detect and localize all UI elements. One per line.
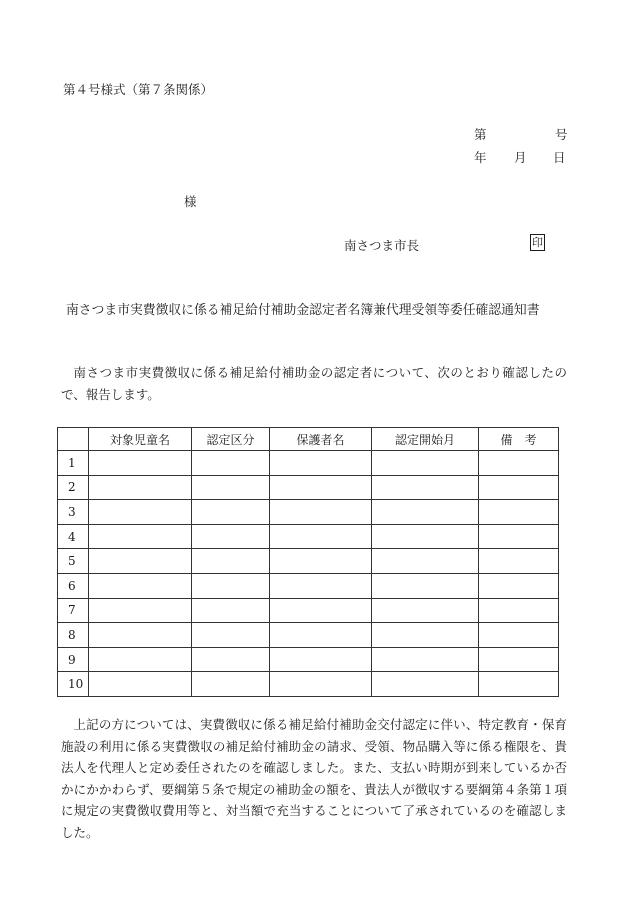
table-cell[interactable] <box>479 500 559 525</box>
table-cell[interactable] <box>479 524 559 549</box>
table-cell[interactable] <box>192 573 270 598</box>
recipient-table <box>57 427 559 697</box>
date-year-label: 年 <box>474 150 487 165</box>
table-cell[interactable] <box>270 500 372 525</box>
table-cell[interactable] <box>372 475 479 500</box>
table-cell[interactable] <box>192 475 270 500</box>
table-cell[interactable] <box>372 524 479 549</box>
table-row <box>58 573 559 598</box>
table-cell[interactable] <box>372 451 479 476</box>
table-cell[interactable] <box>89 573 192 598</box>
table-cell[interactable] <box>192 451 270 476</box>
table-row <box>58 475 559 500</box>
document-title: 南さつま市実費徴収に係る補足給付補助金認定者名簿兼代理受領等委任確認通知書 <box>66 303 540 318</box>
table-row <box>58 647 559 672</box>
table-cell[interactable] <box>192 672 270 697</box>
table-row <box>58 524 559 549</box>
table-cell[interactable] <box>270 647 372 672</box>
table-row <box>58 598 559 623</box>
table-cell[interactable] <box>270 598 372 623</box>
table-row <box>58 623 559 648</box>
document-number-suffix: 号 <box>555 127 568 142</box>
date-month-label: 月 <box>514 150 527 165</box>
table-cell[interactable] <box>89 451 192 476</box>
header-cell-category: 認定区分 <box>192 428 270 451</box>
row-number: 7 <box>58 598 89 623</box>
table-cell[interactable] <box>192 549 270 574</box>
row-number: 1 <box>58 451 89 476</box>
table-cell[interactable] <box>89 549 192 574</box>
table-cell[interactable] <box>270 475 372 500</box>
table-cell[interactable] <box>479 573 559 598</box>
row-number: 3 <box>58 500 89 525</box>
table-cell[interactable] <box>270 573 372 598</box>
table-cell[interactable] <box>479 451 559 476</box>
table-cell[interactable] <box>89 500 192 525</box>
table-cell[interactable] <box>192 500 270 525</box>
table-cell[interactable] <box>89 475 192 500</box>
table-cell[interactable] <box>479 598 559 623</box>
table-cell[interactable] <box>372 573 479 598</box>
table-row <box>58 549 559 574</box>
table-cell[interactable] <box>192 524 270 549</box>
row-number: 9 <box>58 647 89 672</box>
header-cell-remarks: 備 考 <box>479 428 559 451</box>
table-cell[interactable] <box>372 672 479 697</box>
header-cell-guardian-name: 保護者名 <box>270 428 372 451</box>
seal-mark: 印 <box>532 236 543 249</box>
table-cell[interactable] <box>270 549 372 574</box>
table-cell[interactable] <box>89 524 192 549</box>
table-cell[interactable] <box>192 598 270 623</box>
intro-paragraph: 南さつま市実費徴収に係る補足給付補助金の認定者について、次のとおり確認したので、報告します。 <box>61 365 567 402</box>
table-cell[interactable] <box>270 524 372 549</box>
table-cell[interactable] <box>479 549 559 574</box>
header-cell-start-month: 認定開始月 <box>372 428 479 451</box>
table-cell[interactable] <box>192 623 270 648</box>
row-number: 5 <box>58 549 89 574</box>
table-cell[interactable] <box>372 549 479 574</box>
table-cell[interactable] <box>89 598 192 623</box>
date-day-label: 日 <box>553 150 566 165</box>
issuer-name: 南さつま市長 <box>344 238 420 253</box>
document-number-label: 第 <box>474 127 487 142</box>
table-cell[interactable] <box>89 672 192 697</box>
table-cell[interactable] <box>89 647 192 672</box>
row-number: 4 <box>58 524 89 549</box>
table-row <box>58 451 559 476</box>
table-cell[interactable] <box>479 647 559 672</box>
form-number: 第４号様式（第７条関係） <box>63 82 214 97</box>
row-number: 10 <box>58 672 89 697</box>
table-cell[interactable] <box>479 623 559 648</box>
table-cell[interactable] <box>89 623 192 648</box>
row-number: 8 <box>58 623 89 648</box>
table-cell[interactable] <box>479 475 559 500</box>
table-cell[interactable] <box>192 647 270 672</box>
table-cell[interactable] <box>270 623 372 648</box>
table-cell[interactable] <box>372 623 479 648</box>
header-cell-index <box>58 428 89 451</box>
closing-paragraph: 上記の方については、実費徴収に係る補足給付補助金交付認定に伴い、特定教育・保育施設の利用に係る実費徴収の補足給付補助金の請求、受領、物品購入等に係る権限を、貴法人を代理人と定め委任されたのを確認しました。また、支払い時期が到来しているか否かにかかわらず、要綱第５条で規定の補助金の額を、貴法人が徴収する要綱第４条第１項に規定の実費徴収費用等と、対当額で充当することについて了承されているのを確認しました。 <box>61 717 567 840</box>
header-cell-child-name: 対象児童名 <box>89 428 192 451</box>
table-cell[interactable] <box>479 672 559 697</box>
row-number: 2 <box>58 475 89 500</box>
table-cell[interactable] <box>270 451 372 476</box>
table-cell[interactable] <box>372 500 479 525</box>
table-header-row <box>58 428 559 451</box>
table-row <box>58 500 559 525</box>
table-row <box>58 672 559 697</box>
table-cell[interactable] <box>372 598 479 623</box>
addressee-honorific: 様 <box>184 194 197 209</box>
table-cell[interactable] <box>270 672 372 697</box>
row-number: 6 <box>58 573 89 598</box>
table-cell[interactable] <box>372 647 479 672</box>
